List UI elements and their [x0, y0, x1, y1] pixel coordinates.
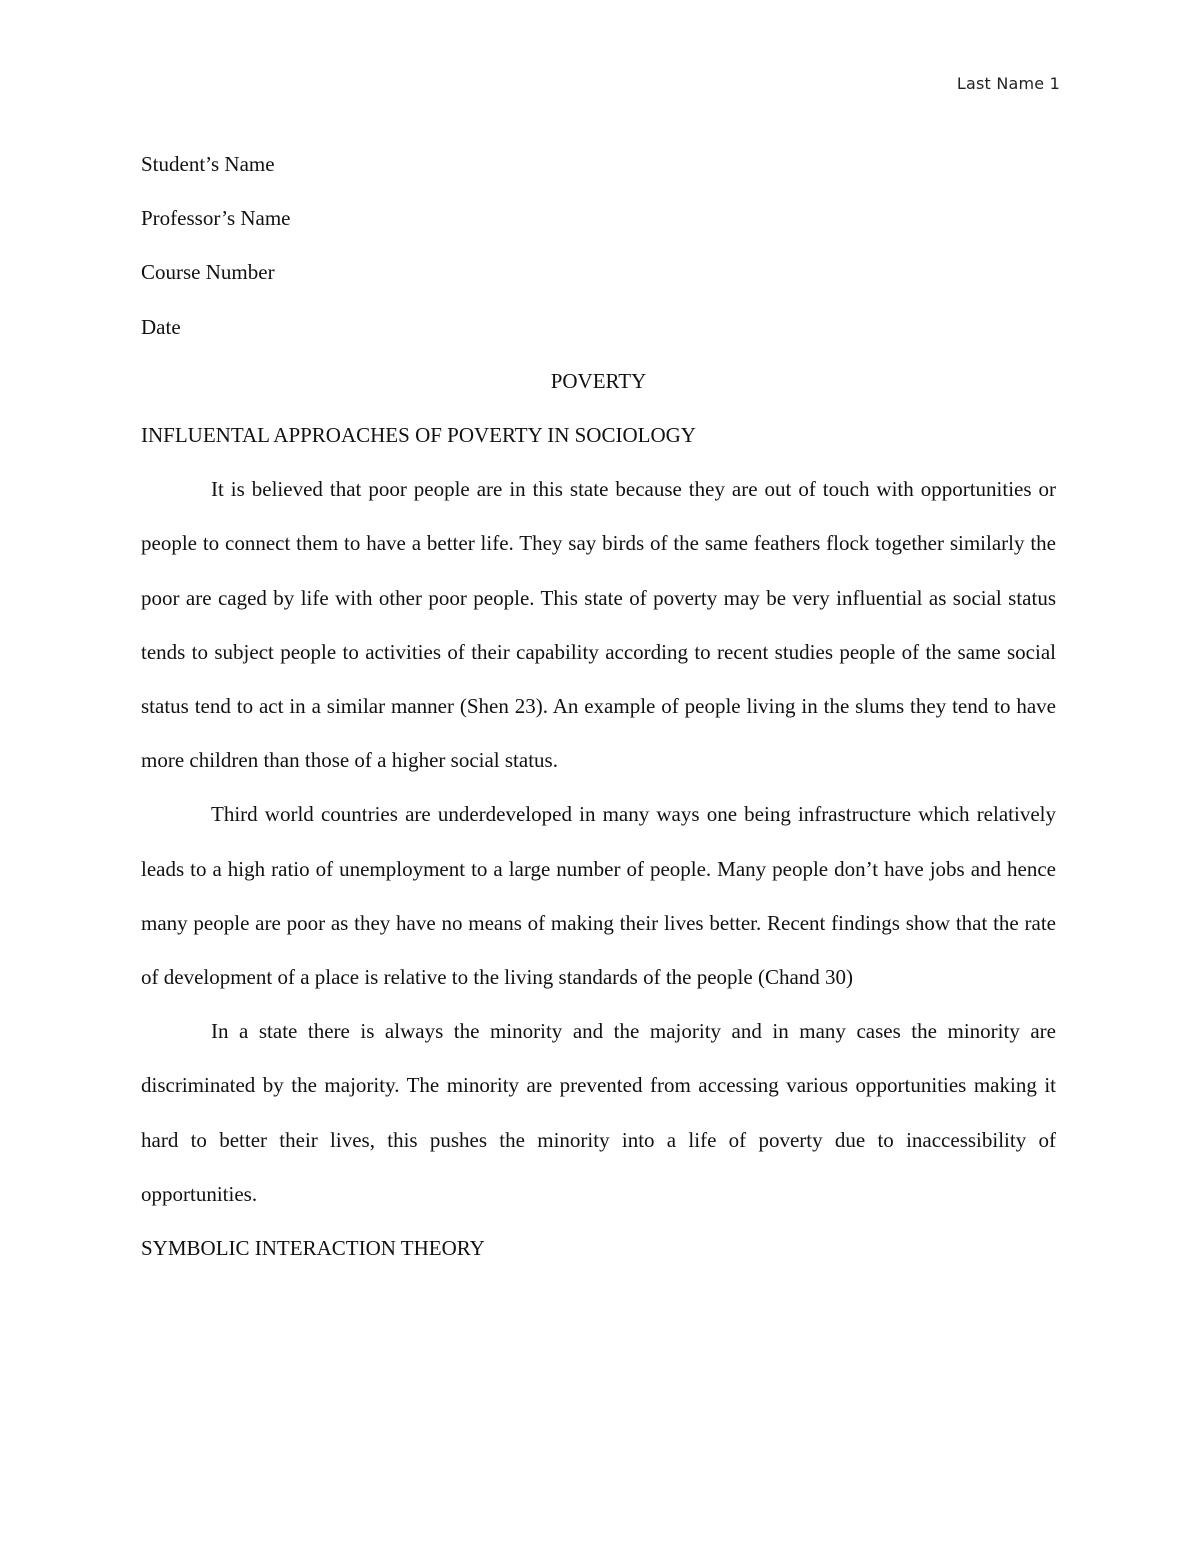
running-head: Last Name 1 [956, 74, 1060, 93]
date-line: Date [141, 314, 181, 339]
document-body [141, 137, 1056, 1275]
paragraph-1: It is believed that poor people are in this state because they are out of touch with opportunities or people to connect them to have a better life. They say birds of the same feathers flock together similarly the poor are caged by life with other poor people. This state of poverty may be very influential as social status tends to subject people to activities of their capability according to recent studies people of the same social status tend to act in a similar manner (Shen 23). An example of people living in the slums they tend to have more children than those of a higher social status. [141, 477, 1056, 773]
student-name: Student’s Name [141, 152, 275, 176]
paragraph-2: Third world countries are underdeveloped in many ways one being infrastructure which relatively leads to a high ratio of unemployment to a large number of people. Many people don’t have jobs and hence many people are poor as they have no means of making their lives better. Recent findings show that the rate of development of a place is relative to the living standards of the people (Chand 30) [141, 802, 1056, 990]
professor-name: Professor’s Name [141, 206, 291, 231]
section-heading-approaches: INFLUENTAL APPROACHES OF POVERTY IN SOCIOLOGY [141, 423, 696, 448]
section-heading-symbolic: SYMBOLIC INTERACTION THEORY [141, 1236, 485, 1261]
paper-title: POVERTY [550, 368, 647, 393]
paragraph-3: In a state there is always the minority and the majority and in many cases the minority are discriminated by the majority. The minority are prevented from accessing various opportunities making it hard to better their lives, this pushes the minority into a life of poverty due to inaccessibility of opportunities. [141, 1019, 1056, 1206]
course-number: Course Number [141, 260, 275, 285]
